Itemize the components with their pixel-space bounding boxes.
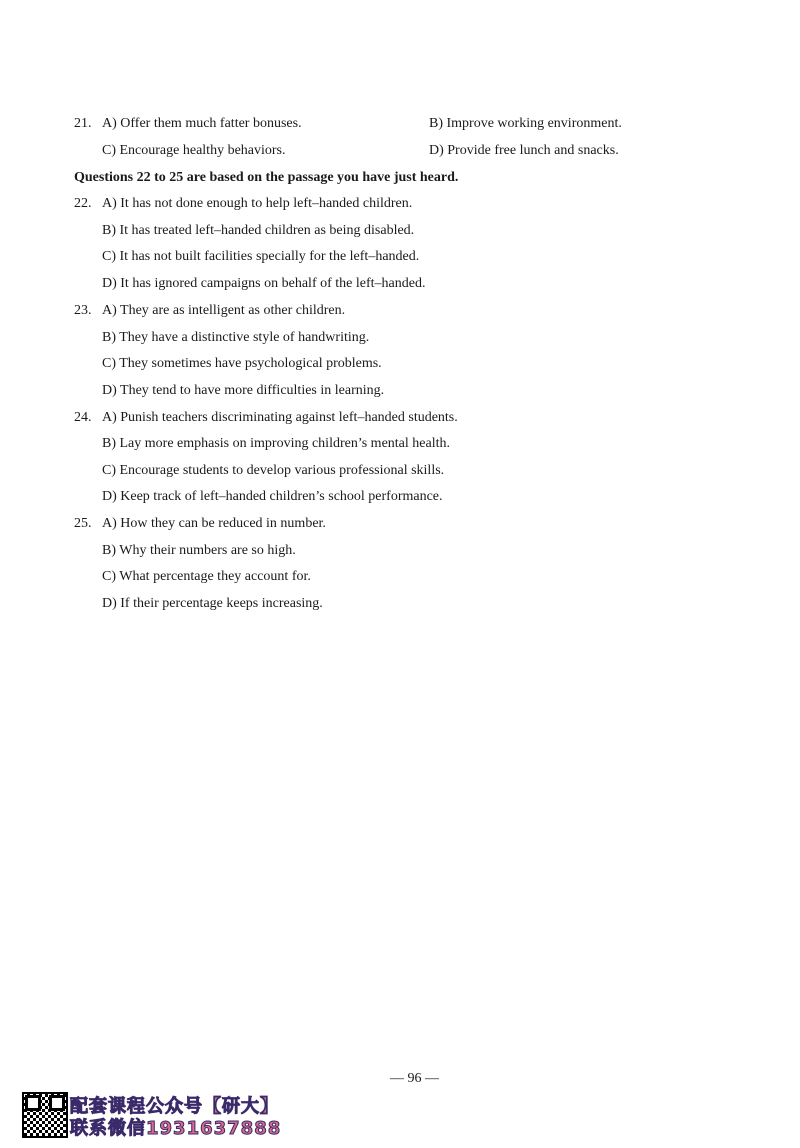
option-24-c: C) Encourage students to develop various professional skills.: [102, 463, 445, 478]
option-22-b: B) It has treated left–handed children as being disabled.: [102, 223, 415, 238]
option-22-d: D) It has ignored campaigns on behalf of the left–handed.: [102, 276, 426, 291]
option-22-a: A) It has not done enough to help left–handed children.: [102, 196, 413, 211]
question-number-22: 22.: [74, 196, 92, 211]
watermark: [22, 1092, 312, 1140]
question-number-23: 23.: [74, 303, 92, 318]
option-23-c: C) They sometimes have psychological problems.: [102, 356, 382, 371]
option-21-d: D) Provide free lunch and snacks.: [429, 143, 619, 158]
section-heading: Questions 22 to 25 are based on the passage you have just heard.: [74, 170, 459, 185]
option-23-b: B) They have a distinctive style of handwriting.: [102, 330, 370, 345]
option-21-c: C) Encourage healthy behaviors.: [102, 143, 286, 158]
question-21: [74, 114, 92, 134]
question-number-25: 25.: [74, 516, 92, 531]
option-24-a: A) Punish teachers discriminating against left–handed students.: [102, 410, 458, 425]
qr-code-icon: [22, 1092, 68, 1138]
question-number-24: 24.: [74, 410, 92, 425]
option-21-b: B) Improve working environment.: [429, 116, 622, 131]
option-25-a: A) How they can be reduced in number.: [102, 516, 326, 531]
option-23-a: A) They are as intelligent as other children.: [102, 303, 346, 318]
watermark-line-1: 配套课程公众号【研大】: [70, 1096, 279, 1117]
watermark-line-2: 联系微信1931637888: [70, 1118, 282, 1139]
page-number: — 96 —: [390, 1071, 439, 1086]
option-21-a: A) Offer them much fatter bonuses.: [102, 116, 302, 131]
option-24-d: D) Keep track of left–handed children’s school performance.: [102, 489, 443, 504]
option-25-b: B) Why their numbers are so high.: [102, 543, 296, 558]
option-23-d: D) They tend to have more difficulties in learning.: [102, 383, 385, 398]
option-25-c: C) What percentage they account for.: [102, 569, 311, 584]
option-22-c: C) It has not built facilities specially for the left–handed.: [102, 249, 420, 264]
option-24-b: B) Lay more emphasis on improving children’s mental health.: [102, 436, 450, 451]
question-number: 21.: [74, 116, 92, 131]
option-25-d: D) If their percentage keeps increasing.: [102, 596, 323, 611]
